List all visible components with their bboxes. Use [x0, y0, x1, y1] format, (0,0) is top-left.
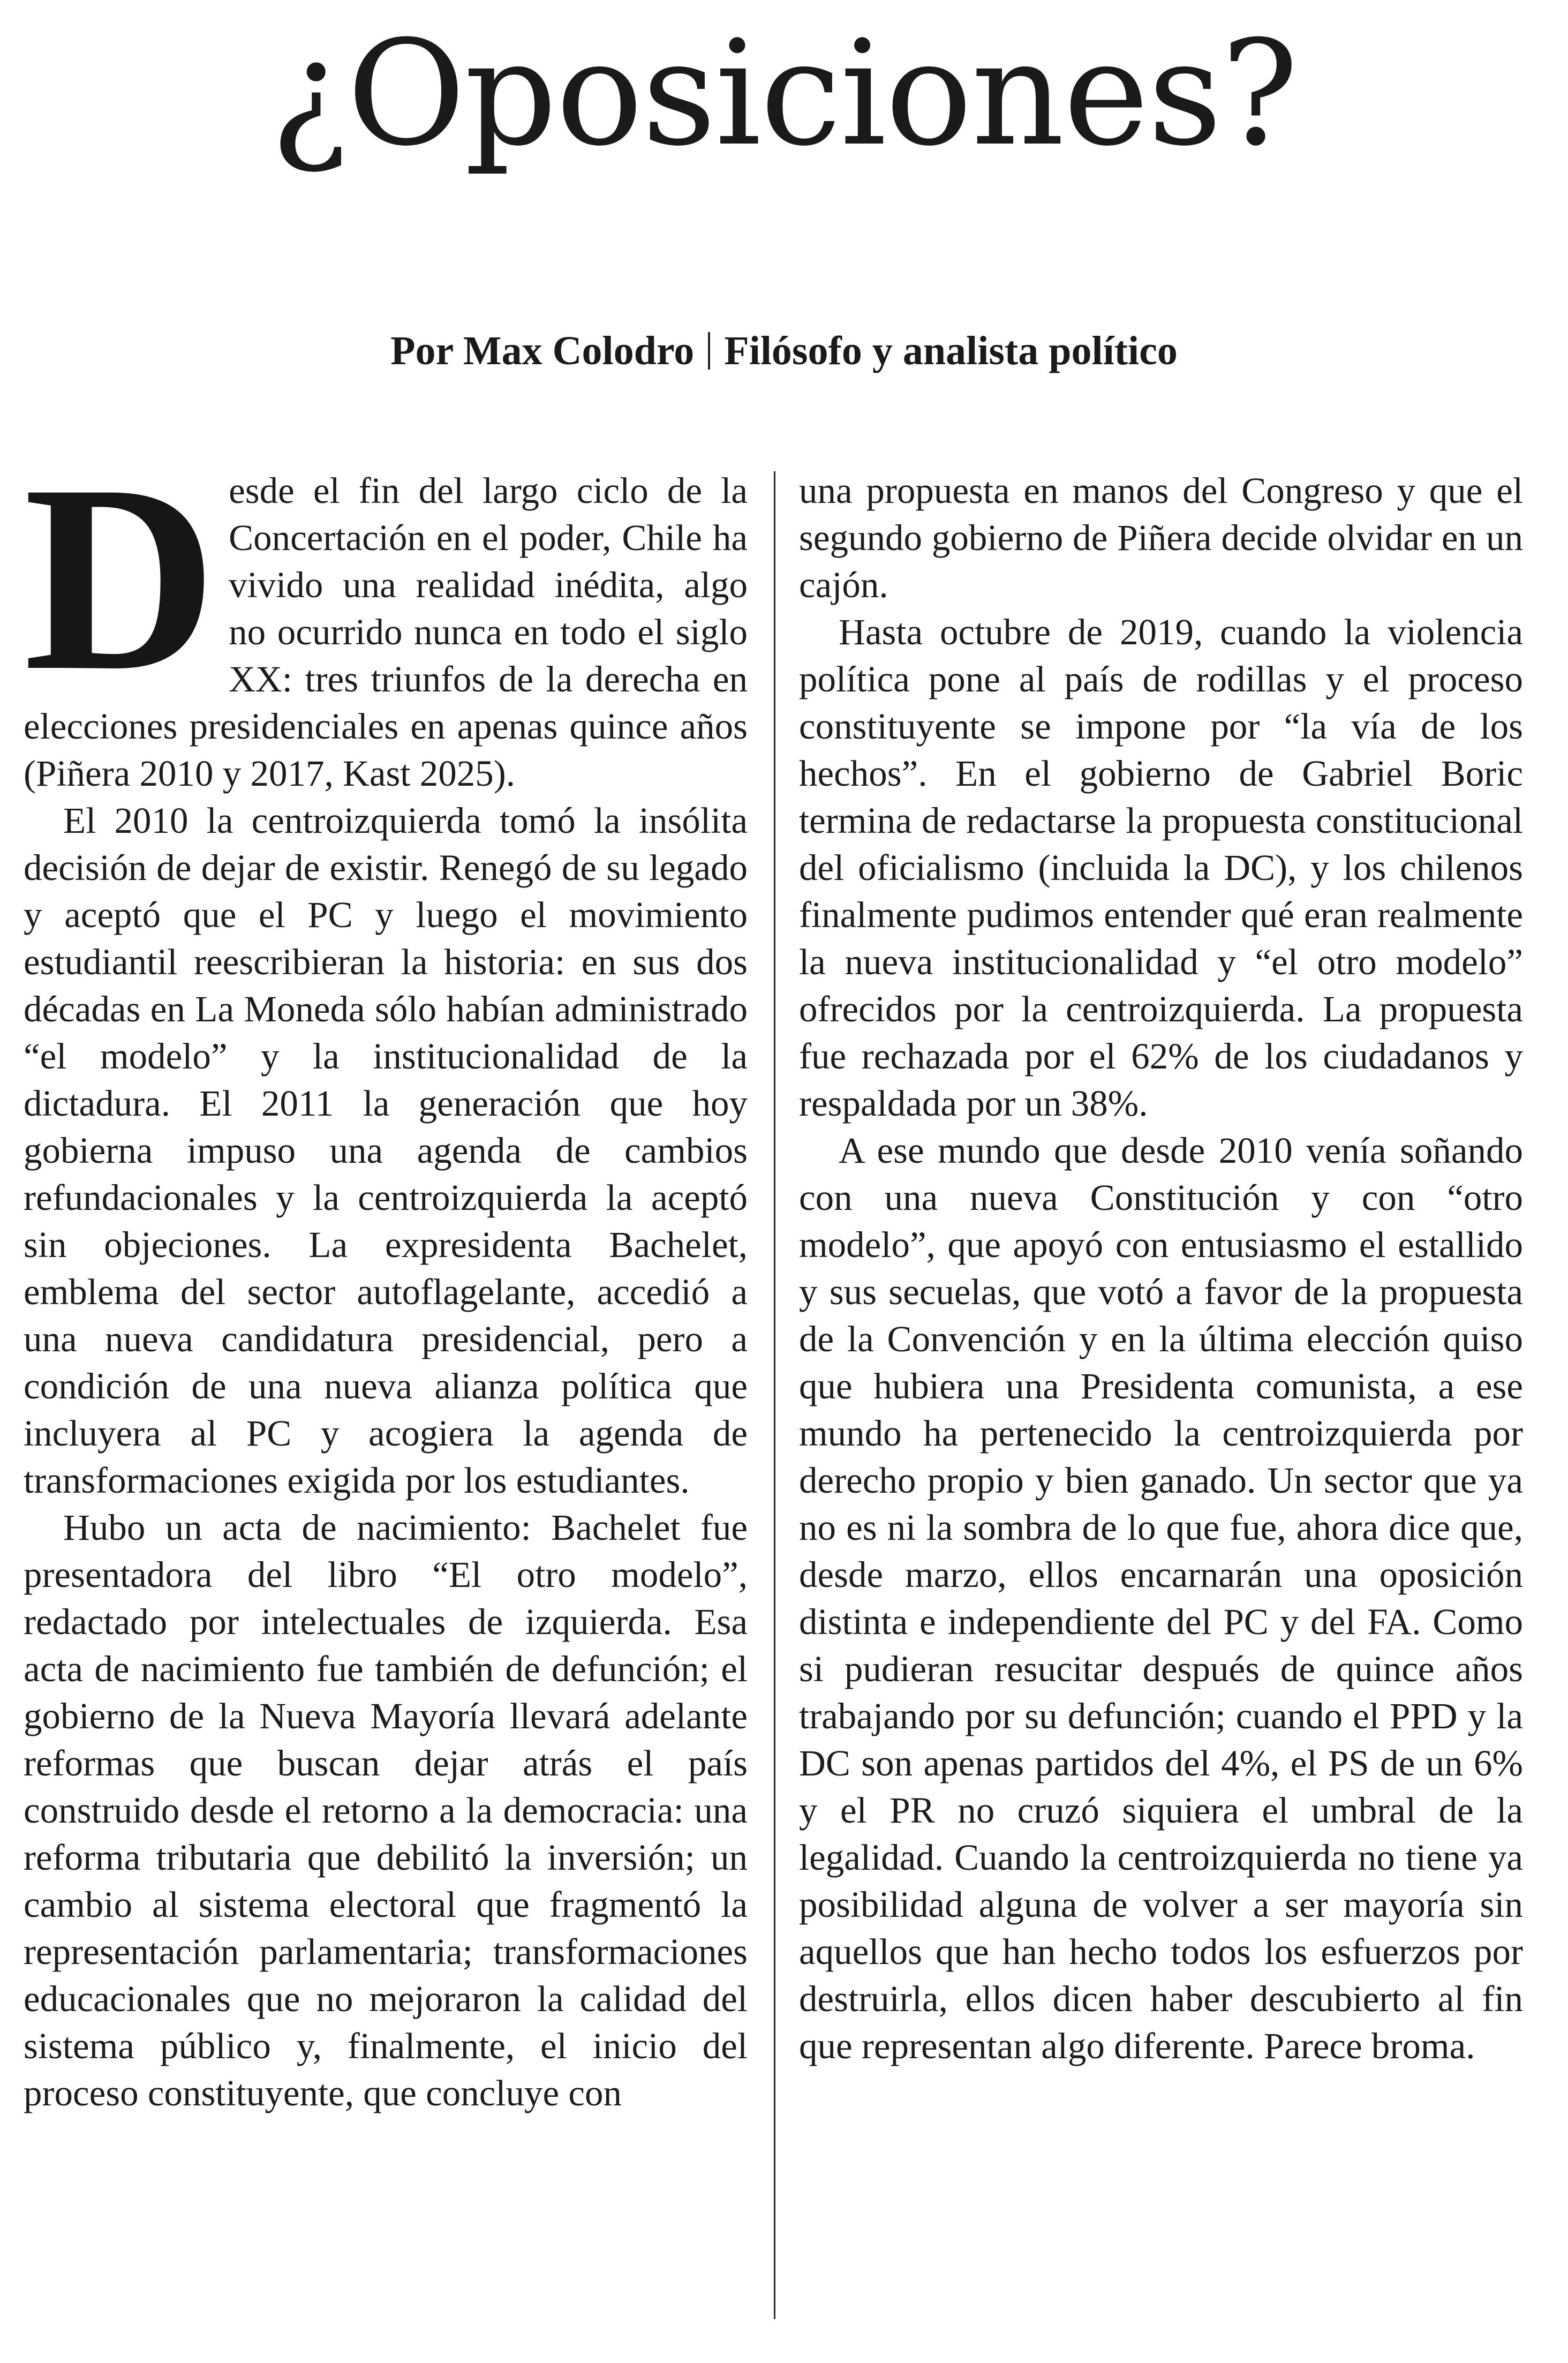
drop-cap: D: [24, 430, 215, 726]
paragraph-5: A ese mundo que desde 2010 venía soñando con una nueva Constitución y con “otro modelo”, que apoyó con entusiasmo el estallido y sus secuelas, que votó a favor de la propuesta de la Convención y en la última elección quiso que hubiera una Presidenta comunista, a ese mundo ha pertenecido la centroizquierda por derecho propio y bien ganado. Un sector que ya no es ni la sombra de lo que fue, ahora dice que, desde marzo, ellos encarnarán una oposición distinta e independiente del PC y del FA. Como si pudieran resucitar después de quince años trabajando por su defunción; cuando el PPD y la DC son apenas partidos del 4%, el PS de un 6% y el PR no cruzó siquiera el umbral de la legalidad. Cuando la centroizquierda no tiene ya posibilidad alguna de volver a ser mayoría sin aquellos que han hecho todos los esfuerzos por destruirla, ellos dicen haber descubierto al fin que representan algo diferente. Parece broma.: [799, 1130, 1523, 2066]
paragraph-3-continued: una propuesta en manos del Congreso y que el segundo gobierno de Piñera decide olvidar en un cajón.: [799, 470, 1523, 605]
paragraph-1: [24, 430, 748, 797]
byline-separator: [708, 332, 710, 370]
column-divider: [774, 471, 775, 2319]
paragraph-3: Hubo un acta de nacimiento: Bachelet fue presentadora del libro “El otro modelo”, redactado por intelectuales de izquierda. Esa acta de nacimiento fue también de defunción; el gobierno de la Nueva Mayoría llevará adelante reformas que buscan dejar atrás el país construido desde el retorno a la democracia: una reforma tributaria que debilitó la inversión; un cambio al sistema electoral que fragmentó la representación parlamentaria; transformaciones educacionales que no mejoraron la calidad del sistema público y, finalmente, el inicio del proceso constituyente, que concluye con: [24, 1507, 748, 2113]
paragraph-4: Hasta octubre de 2019, cuando la violencia política pone al país de rodillas y el proceso constituyente se impone por “la vía de los hechos”. En el gobierno de Gabriel Boric termina de redactarse la propuesta constitucional del oficialismo (incluida la DC), y los chilenos finalmente pudimos entender qué eran realmente la nueva institucionalidad y “el otro modelo” ofrecidos por la centroizquierda. La propuesta fue rechazada por el 62% de los ciudadanos y respaldada por un 38%.: [799, 612, 1523, 1124]
paragraph-2: El 2010 la centroizquierda tomó la insólita decisión de dejar de existir. Renegó de su legado y aceptó que el PC y luego el movimiento estudiantil reescribieran la historia: en sus dos décadas en La Moneda sólo habían administrado “el modelo” y la institucionalidad de la dictadura. El 2011 la generación que hoy gobierna impuso una agenda de cambios refundacionales y la centroizquierda la aceptó sin objeciones. La expresidenta Bachelet, emblema del sector autoflagelante, accedió a una nueva candidatura presidencial, pero a condición de una nueva alianza política que incluyera al PC y acogiera la agenda de transformaciones exigida por los estudiantes.: [24, 800, 748, 1501]
byline-role: Filósofo y analista político: [724, 328, 1178, 373]
headline: ¿Oposiciones?: [270, 9, 1298, 178]
byline: [0, 327, 1568, 375]
article-column-left: [24, 430, 748, 2117]
article-column-right: [799, 467, 1523, 2069]
byline-author: Por Max Colodro: [390, 328, 695, 373]
paragraph-1-text: esde el fin del largo ciclo de la Concertación en el poder, Chile ha vivido una realidad inédita, algo no ocurrido nunca en todo el siglo XX: tres triunfos de la derecha en elecciones presidenciales en apenas quince años (Piñera 2010 y 2017, Kast 2025).: [24, 470, 748, 794]
